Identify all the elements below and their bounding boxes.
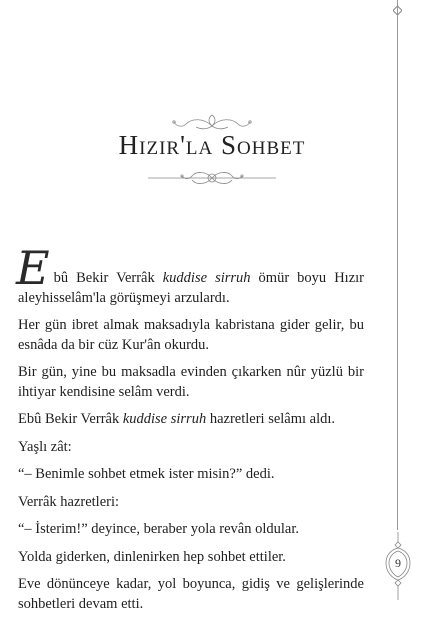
side-rule-dot-icon xyxy=(393,6,402,15)
paragraph-1-emphasis: kuddise sirruh xyxy=(162,270,251,286)
side-rule xyxy=(397,0,398,530)
body-text xyxy=(16,241,364,622)
paragraph-1-text xyxy=(18,252,364,308)
paragraph-4-part-b: hazretleri selâmı aldı. xyxy=(206,411,336,427)
page-number: 9 xyxy=(395,556,401,570)
paragraph-8: “– İsterim!” deyince, beraber yola revân oldular. xyxy=(18,521,300,537)
title-bottom-ornament-icon xyxy=(148,167,276,189)
paragraph-4 xyxy=(18,410,364,430)
title-top-ornament-icon xyxy=(152,112,272,132)
paragraph-2: Her gün ibret almak maksadıyla kabristana gider gelir, bu esnâda da bir cüz Kur'ân okurdu. xyxy=(18,317,364,353)
paragraph-1-part-b: ömür boyu Hızır aleyhisselâm'la görüşmeyi arzulardı. xyxy=(18,270,364,306)
paragraph-4-part-a: Ebû Bekir Verrâk xyxy=(18,411,123,427)
paragraph-7: Verrâk hazretleri: xyxy=(18,493,120,510)
paragraph-5: Yaşlı zât: xyxy=(18,438,72,455)
paragraph-9: Yolda giderken, dinlenirken hep sohbet ettiler. xyxy=(18,548,286,565)
paragraph-3: Bir gün, yine bu maksadla evinden çıkarken nûr yüzlü bir ihtiyar kendisine selâm verdi. xyxy=(18,364,364,400)
drop-cap: E xyxy=(16,241,50,295)
paragraph-4-emphasis: kuddise sirruh xyxy=(122,411,207,427)
paragraph-6: “– Benimle sohbet etmek ister misin?” dedi. xyxy=(18,466,275,482)
paragraph-10: Eve dönünceye kadar, yol boyunca, gidiş ve gelişlerinde sohbetleri devam etti. xyxy=(18,576,364,612)
chapter-title: Hızır'la Sohbet xyxy=(118,130,306,160)
paragraph-1-part-a: bû Bekir Verrâk xyxy=(53,270,163,286)
paragraph-1 xyxy=(16,241,364,308)
